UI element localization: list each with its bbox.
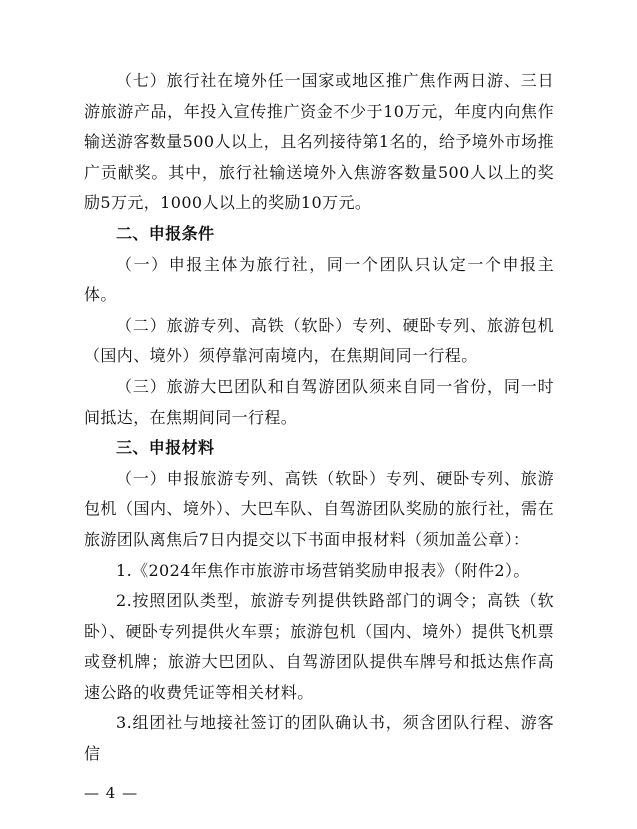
paragraph-condition-3: （三）旅游大巴团队和自驾游团队须来自同一省份，同一时间抵达，在焦期间同一行程。 bbox=[84, 376, 554, 427]
paragraph-material-1: 1.《2024年焦作市旅游市场营销奖励申报表》（附件2）。 bbox=[116, 560, 530, 580]
paragraph-condition-1: （一）申报主体为旅行社，同一个团队只认定一个申报主体。 bbox=[84, 254, 554, 305]
section-heading-application-materials: 三、申报材料 bbox=[116, 438, 215, 458]
section-heading-application-conditions: 二、申报条件 bbox=[116, 223, 215, 243]
paragraph-outbound-promotion-award: （七）旅行社在境外任一国家或地区推广焦作两日游、三日游旅游产品，年投入宣传推广资金不少于10万元，年度内向焦作输送游客数量500人以上，且名列接待第1名的，给予境外市场推广贡献奖。其中，旅行社输送境外入焦游客数量500人以上的奖励5万元，1000人以上的奖励10万元。 bbox=[84, 71, 554, 213]
paragraph-condition-2: （二）旅游专列、高铁（软卧）专列、硬卧专列、旅游包机（国内、境外）须停靠河南境内，在焦期间同一行程。 bbox=[84, 315, 554, 366]
paragraph-material-2: 2.按照团队类型，旅游专列提供铁路部门的调令；高铁（软卧）、硬卧专列提供火车票；旅游包机（国内、境外）提供飞机票或登机牌；旅游大巴团队、自驾游团队提供车牌号和抵达焦作高速公路的收费凭证等相关材料。 bbox=[84, 591, 554, 702]
document-body bbox=[84, 66, 554, 770]
page-number: — 4 — bbox=[84, 784, 139, 802]
paragraph-materials-intro: （一）申报旅游专列、高铁（软卧）专列、硬卧专列、旅游包机（国内、境外）、大巴车队、自驾游团队奖励的旅行社，需在旅游团队离焦后7日内提交以下书面申报材料（须加盖公章）： bbox=[84, 468, 554, 549]
paragraph-material-3: 3.组团社与地接社签订的团队确认书，须含团队行程、游客信 bbox=[84, 713, 554, 764]
